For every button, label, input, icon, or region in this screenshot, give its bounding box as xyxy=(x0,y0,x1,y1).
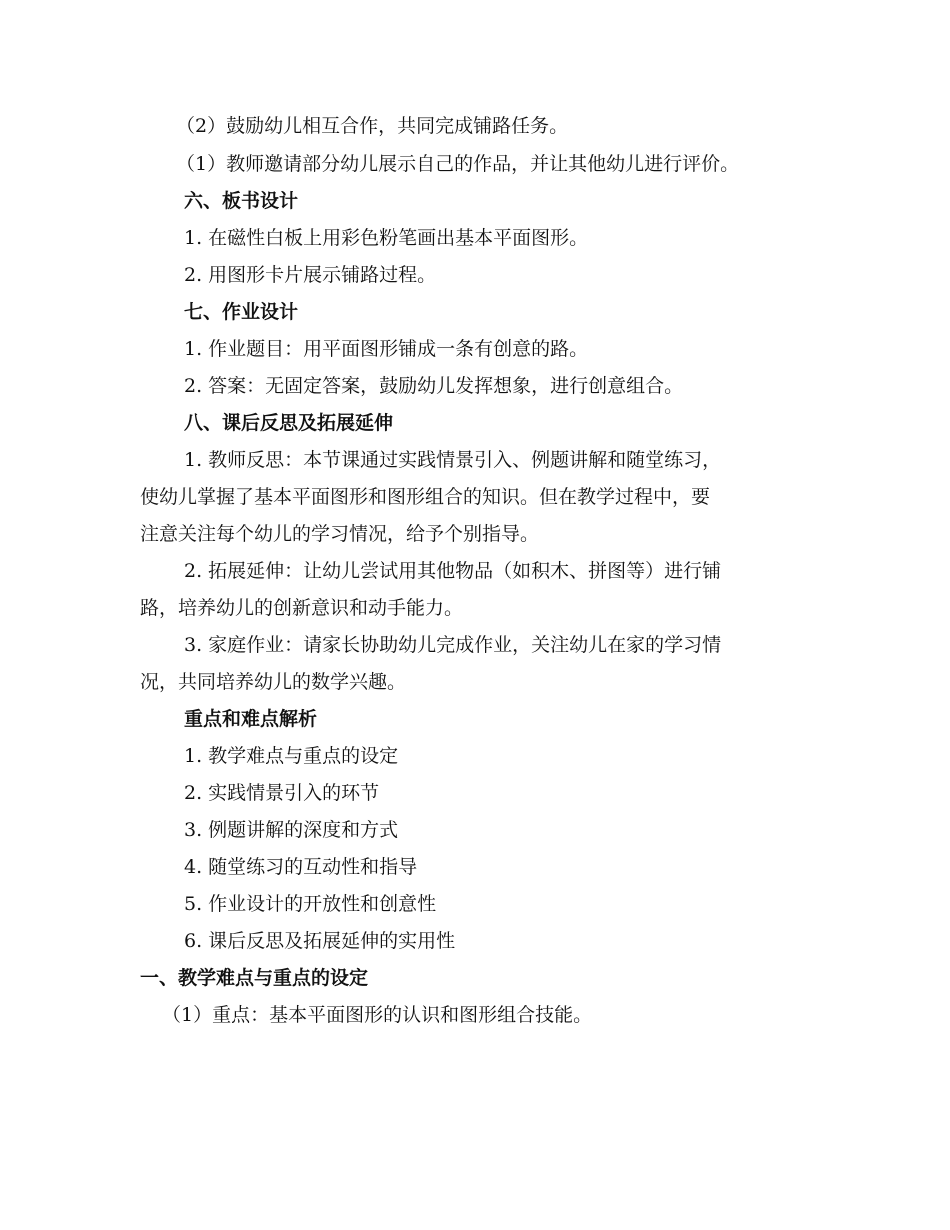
section-heading: 八、课后反思及拓展延伸 xyxy=(184,412,394,434)
section-heading: 重点和难点解析 xyxy=(184,708,318,730)
paragraph-line: 使幼儿掌握了基本平面图形和图形组合的知识。但在教学过程中，要 xyxy=(140,486,711,508)
section-heading: 六、板书设计 xyxy=(184,190,299,212)
section-heading: 七、作业设计 xyxy=(184,301,299,323)
paragraph-line: （2）鼓励幼儿相互合作，共同完成铺路任务。 xyxy=(176,115,569,137)
paragraph-line: 2. 拓展延伸：让幼儿尝试用其他物品（如积木、拼图等）进行铺 xyxy=(184,560,722,582)
paragraph-line: 注意关注每个幼儿的学习情况，给予个别指导。 xyxy=(140,523,540,545)
paragraph-line: （1）教师邀请部分幼儿展示自己的作品，并让其他幼儿进行评价。 xyxy=(176,153,740,175)
list-item: 2. 答案：无固定答案，鼓励幼儿发挥想象，进行创意组合。 xyxy=(184,375,684,397)
list-item: 1. 在磁性白板上用彩色粉笔画出基本平面图形。 xyxy=(184,227,589,249)
list-item: 1. 教学难点与重点的设定 xyxy=(184,745,399,767)
paragraph-line: 况，共同培养幼儿的数学兴趣。 xyxy=(140,671,407,693)
list-item: 6. 课后反思及拓展延伸的实用性 xyxy=(184,930,456,952)
paragraph-line: 1. 教师反思：本节课通过实践情景引入、例题讲解和随堂练习， xyxy=(184,449,722,471)
paragraph-line: 路，培养幼儿的创新意识和动手能力。 xyxy=(140,597,464,619)
list-item: 5. 作业设计的开放性和创意性 xyxy=(184,893,437,915)
paragraph-line: 3. 家庭作业：请家长协助幼儿完成作业，关注幼儿在家的学习情 xyxy=(184,634,722,656)
list-item: 3. 例题讲解的深度和方式 xyxy=(184,819,399,841)
list-item: 1. 作业题目：用平面图形铺成一条有创意的路。 xyxy=(184,338,589,360)
section-heading: 一、教学难点与重点的设定 xyxy=(140,967,369,989)
list-item: 2. 实践情景引入的环节 xyxy=(184,782,380,804)
list-item: 4. 随堂练习的互动性和指导 xyxy=(184,856,418,878)
list-item: 2. 用图形卡片展示铺路过程。 xyxy=(184,264,437,286)
paragraph-line: （1）重点：基本平面图形的认识和图形组合技能。 xyxy=(162,1004,593,1026)
